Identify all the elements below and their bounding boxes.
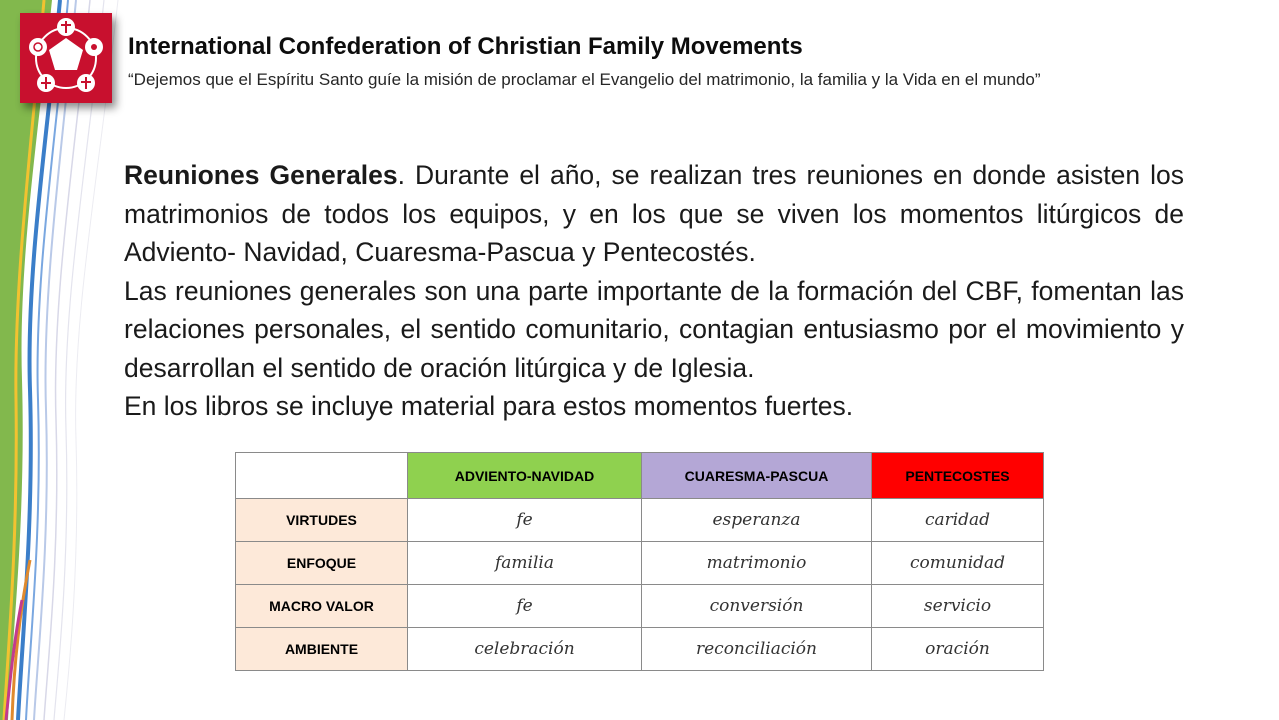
lead-heading: Reuniones Generales — [124, 160, 398, 190]
table-row — [236, 542, 1044, 585]
main-text — [124, 156, 1184, 426]
table-cell: servicio — [872, 585, 1044, 628]
table-cell: familia — [408, 542, 642, 585]
table-cell: matrimonio — [642, 542, 872, 585]
organization-title: International Confederation of Christian Family Movements — [128, 33, 803, 60]
paragraph-1-text: . Durante el año, se realizan tres reuniones en donde asisten los matrimonios de todos los equipos, y en los que se viven los momentos litúrgicos de Adviento- Navidad, Cuaresma-Pascua y Pentecostés. — [124, 160, 1184, 267]
paragraph-reuniones-generales — [124, 156, 1184, 272]
row-label-virtudes: VIRTUDES — [236, 499, 408, 542]
table-cell: reconciliación — [642, 628, 872, 671]
organization-motto: “Dejemos que el Espíritu Santo guíe la misión de proclamar el Evangelio del matrimonio, la familia y la Vida en el mundo” — [128, 70, 1041, 89]
row-label-ambiente: AMBIENTE — [236, 628, 408, 671]
paragraph-3: En los libros se incluye material para estos momentos fuertes. — [124, 391, 854, 421]
table-cell: fe — [408, 499, 642, 542]
row-label-macro-valor: MACRO VALOR — [236, 585, 408, 628]
table-header-row — [236, 453, 1044, 499]
table-row — [236, 499, 1044, 542]
table-cell: caridad — [872, 499, 1044, 542]
header-adviento-navidad: ADVIENTO-NAVIDAD — [408, 453, 642, 499]
decorative-swoosh-lines — [0, 0, 140, 720]
liturgical-moments-table — [235, 452, 1044, 671]
header-pentecostes: PENTECOSTES — [872, 453, 1044, 499]
icfcfm-logo-icon — [20, 13, 112, 103]
table-cell: celebración — [408, 628, 642, 671]
table-cell: esperanza — [642, 499, 872, 542]
table-cell: fe — [408, 585, 642, 628]
table-corner-cell — [236, 453, 408, 499]
table-cell: comunidad — [872, 542, 1044, 585]
table-cell: oración — [872, 628, 1044, 671]
row-label-enfoque: ENFOQUE — [236, 542, 408, 585]
table-row — [236, 628, 1044, 671]
table-row — [236, 585, 1044, 628]
header-cuaresma-pascua: CUARESMA-PASCUA — [642, 453, 872, 499]
table-cell: conversión — [642, 585, 872, 628]
paragraph-2: Las reuniones generales son una parte importante de la formación del CBF, fomentan las relaciones personales, el sentido comunitario, contagian entusiasmo por el movimiento y desarrollan el sentido de oración litúrgica y de Iglesia. — [124, 275, 1184, 383]
